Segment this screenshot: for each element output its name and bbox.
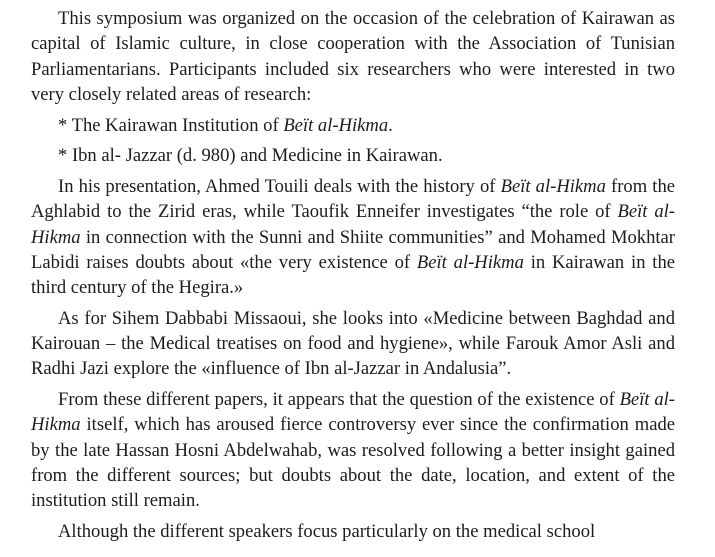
paragraph-speakers bbox=[31, 519, 675, 544]
text-run: from the Aghlabid to the Zirid eras, while Taoufik Enneifer investigates “the role of bbox=[31, 175, 675, 223]
text-run: In his presentation, Ahmed Touili deals with the history of bbox=[58, 175, 501, 197]
paragraph-intro bbox=[31, 6, 675, 107]
list-item-ibn-al-jazzar bbox=[31, 143, 675, 168]
text-run: itself, which has aroused fierce controversy ever since the confirmation made by the late Hassan Hosni Abdelwahab, was resolved following a better insight gained from the different sources; but doubts about the date, location, and extent of the institution still remain. bbox=[31, 414, 675, 512]
paragraph-missaoui bbox=[31, 306, 675, 382]
text-run: . bbox=[388, 114, 393, 136]
italic-term: Beït al-Hikma bbox=[31, 201, 675, 248]
text-run: This symposium was organized on the occasion of the celebration of Kairawan as capital of Islamic culture, in close cooperation with the Association of Tunisian Parliamentarians. Participants included six researchers who were interested in two very closely related areas of research: bbox=[31, 8, 675, 105]
text-run: From these different papers, it appears that the question of the existence of bbox=[58, 389, 620, 411]
text-run: * The Kairawan Institution of bbox=[58, 114, 284, 136]
text-run: in connection with the Sunni and Shiite communities” and Mohamed Mokhtar Labidi raises doubts about «the very existence of bbox=[31, 226, 675, 273]
paragraph-papers bbox=[31, 387, 675, 513]
text-run: in Kairawan in the third century of the Hegira.» bbox=[31, 251, 676, 299]
italic-term: Beït al-Hikma bbox=[31, 389, 675, 436]
text-run: As for Sihem Dabbabi Missaoui, she looks into «Medicine between Baghdad and Kairouan – the Medical treatises on food and hygiene», while Farouk Amor Asli and Radhi Jazi explore the «influence of Ibn al-Jazzar in Andalusia”. bbox=[31, 307, 675, 380]
text-run: Although the different speakers focus particularly on the medical school bbox=[58, 520, 596, 542]
text-run: * Ibn al- Jazzar (d. 980) and Medicine in Kairawan. bbox=[58, 145, 443, 167]
list-item-beit-al-hikma bbox=[31, 113, 675, 138]
paragraph-touili bbox=[31, 174, 675, 300]
italic-term: Beït al-Hikma bbox=[416, 251, 524, 273]
italic-term: Beït al-Hikma bbox=[500, 175, 606, 197]
italic-term: Beït al-Hikma bbox=[283, 114, 389, 136]
